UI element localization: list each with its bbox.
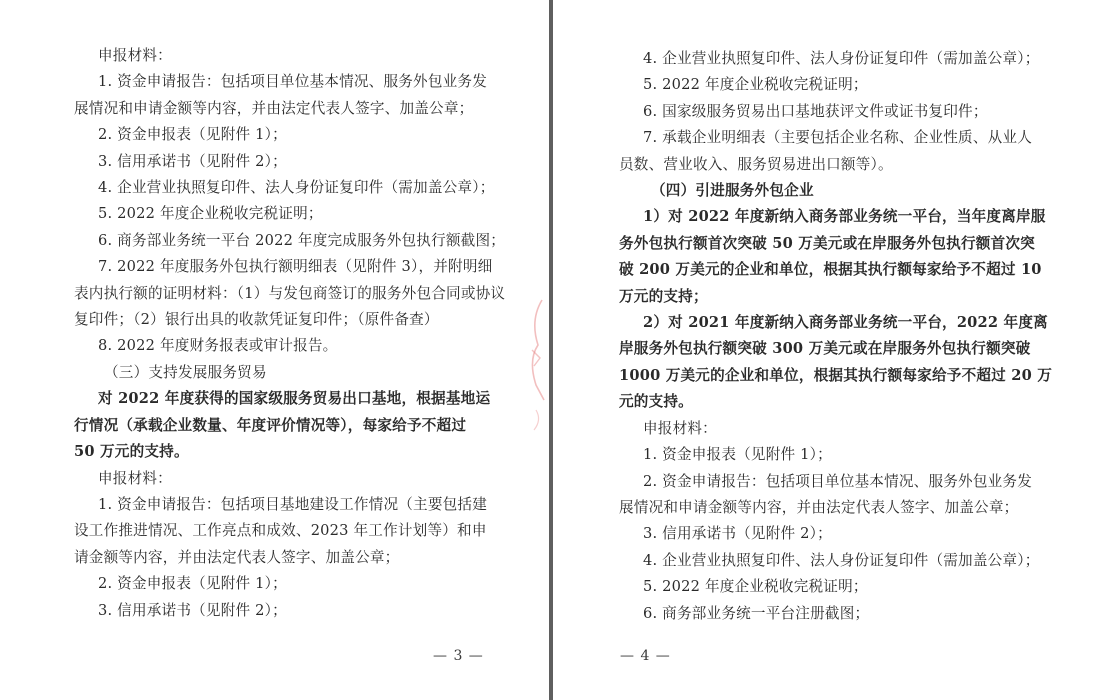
document-page-right: [553, 0, 1102, 700]
section-heading: （四）引进服务外包企业: [651, 182, 814, 200]
text-line: 展情况和申请金额等内容，并由法定代表人签字、加盖公章；: [619, 498, 1019, 516]
text-line-bold: 2）对 2021 年度新纳入商务部业务统一平台，2022 年度离: [643, 314, 1048, 332]
text-line: 1. 资金申请报告：包括项目单位基本情况、服务外包业务发: [98, 73, 488, 91]
text-line-bold: 行情况（承载企业数量、年度评价情况等），每家给予不超过: [74, 416, 467, 434]
text-line: 4. 企业营业执照复印件、法人身份证复印件（需加盖公章）；: [98, 179, 495, 197]
text-line: 4. 企业营业执照复印件、法人身份证复印件（需加盖公章）；: [643, 551, 1040, 569]
text-line: 2. 资金申报表（见附件 1）；: [98, 575, 287, 593]
text-line-bold: 元的支持。: [619, 393, 693, 411]
text-line: 1. 资金申报表（见附件 1）；: [643, 446, 832, 464]
text-line: 3. 信用承诺书（见附件 2）；: [98, 601, 287, 619]
text-line: 3. 信用承诺书（见附件 2）；: [98, 152, 287, 170]
text-line-bold: 万元的支持；: [619, 287, 708, 305]
text-line: 5. 2022 年度企业税收完税证明；: [643, 578, 868, 596]
text-line: 5. 2022 年度企业税收完税证明；: [643, 76, 868, 94]
text-line: 表内执行额的证明材料：（1）与发包商签订的服务外包合同或协议: [74, 284, 506, 302]
text-line: 申报材料：: [643, 419, 717, 437]
text-line: 8. 2022 年度财务报表或审计报告。: [98, 337, 338, 355]
text-line-bold: 对 2022 年度获得的国家级服务贸易出口基地，根据基地运: [98, 390, 491, 408]
text-line: 1. 资金申请报告：包括项目基地建设工作情况（主要包括建: [98, 495, 488, 513]
text-line: 设工作推进情况、工作亮点和成效、2023 年工作计划等）和申: [74, 522, 487, 540]
document-page-left: [0, 0, 549, 700]
text-line: 6. 国家级服务贸易出口基地获评文件或证书复印件；: [643, 102, 988, 120]
text-line: 6. 商务部业务统一平台 2022 年度完成服务外包执行额截图；: [98, 231, 506, 249]
text-line: 申报材料：: [98, 47, 172, 64]
text-line: 申报材料：: [98, 469, 172, 487]
text-line-bold: 50 万元的支持。: [74, 443, 189, 461]
page-number-left: — 3 —: [433, 648, 484, 664]
text-line: 复印件；（2）银行出具的收款凭证复印件；（原件备查）: [74, 311, 439, 329]
section-heading: （三）支持发展服务贸易: [104, 363, 267, 381]
text-line-bold: 1）对 2022 年度新纳入商务部业务统一平台，当年度离岸服: [643, 208, 1046, 226]
text-line: 4. 企业营业执照复印件、法人身份证复印件（需加盖公章）；: [643, 50, 1040, 67]
text-line: 展情况和申请金额等内容，并由法定代表人签字、加盖公章；: [74, 99, 474, 117]
text-line: 5. 2022 年度企业税收完税证明；: [98, 205, 323, 223]
text-line: 请金额等内容，并由法定代表人签字、加盖公章；: [74, 548, 400, 566]
text-line: 2. 资金申请报告：包括项目单位基本情况、服务外包业务发: [643, 472, 1033, 490]
text-line-bold: 务外包执行额首次突破 50 万美元或在岸服务外包执行额首次突: [619, 234, 1035, 252]
text-line-bold: 破 200 万美元的企业和单位，根据其执行额每家给予不超过 10: [619, 261, 1042, 279]
text-line-bold: 岸服务外包执行额突破 300 万美元或在岸服务外包执行额突破: [619, 340, 1031, 358]
text-line: 7. 2022 年度服务外包执行额明细表（见附件 3），并附明细: [98, 258, 493, 276]
page-number-right: — 4 —: [620, 648, 671, 664]
text-line-bold: 1000 万美元的企业和单位，根据其执行额每家给予不超过 20 万: [619, 366, 1053, 384]
text-line: 7. 承载企业明细表（主要包括企业名称、企业性质、从业人: [643, 129, 1033, 147]
text-line: 3. 信用承诺书（见附件 2）；: [643, 525, 832, 543]
text-line: 6. 商务部业务统一平台注册截图；: [643, 604, 870, 622]
text-line: 员数、营业收入、服务贸易进出口额等）。: [619, 155, 893, 173]
text-line: 2. 资金申报表（见附件 1）；: [98, 126, 287, 144]
